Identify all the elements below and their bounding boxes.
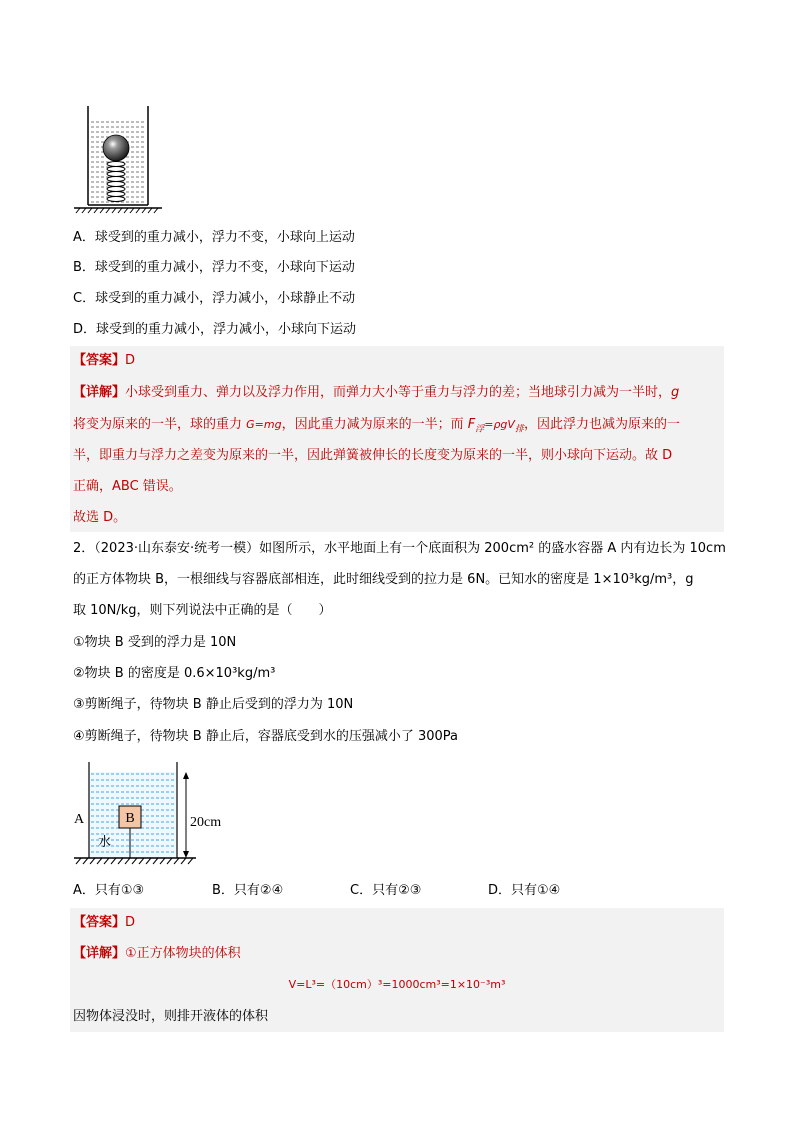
q1-option-a: A．球受到的重力减小，浮力不变，小球向上运动	[73, 230, 355, 245]
answer-tag: 【答案】	[73, 915, 126, 930]
q1-explain-line-2	[73, 415, 680, 440]
q1-option-b: B．球受到的重力减小，浮力不变，小球向下运动	[73, 260, 355, 275]
explain-text: ①正方体物块的体积	[125, 946, 241, 961]
q2-stem-line-1: 2．（2023·山东泰安·统考一模）如图所示，水平地面上有一个底面积为 200cm² 的盛水容器 A 内有边长为 10cm	[73, 541, 726, 556]
label-water: 水	[98, 835, 112, 850]
q1-explain-line-3: 半，即重力与浮力之差变为原来的一半，因此弹簧被伸长的长度变为原来的一半，则小球向下运动。故 D	[73, 448, 673, 463]
q2-statement-2: ②物块 B 的密度是 0.6×10³kg/m³	[73, 666, 276, 681]
q2-statement-3: ③剪断绳子，待物块 B 静止后受到的浮力为 10N	[73, 697, 354, 712]
q2-option-d: D．只有①④	[488, 883, 561, 898]
q2-option-c: C．只有②③	[350, 883, 422, 898]
explain-text: 小球受到重力、弹力以及浮力作用，而弹力大小等于重力与浮力的差；当地球引力减为一半时，	[125, 385, 672, 400]
q2-volume-formula: V=L³=（10cm）³=1000cm³=1×10⁻³m³	[288, 978, 506, 991]
q2-stem-line-2: 的正方体物块 B，一根细线与容器底部相连，此时细线受到的拉力是 6N。已知水的密度是 1×10³kg/m³，g	[73, 572, 694, 587]
q2-explain-line-3: 因物体浸没时，则排开液体的体积	[73, 1009, 269, 1024]
symbol-g: g	[671, 385, 680, 400]
explain-tag: 【详解】	[73, 385, 126, 400]
q2-answer	[73, 913, 135, 933]
formula-gravity: G=mg	[246, 418, 282, 431]
q2-statement-4: ④剪断绳子，待物块 B 静止后，容器底受到水的压强减小了 300Pa	[73, 729, 459, 744]
label-height: 20cm	[190, 815, 222, 830]
explain-text: ，因此浮力也减为原来的一	[523, 417, 680, 432]
q2-statement-1: ①物块 B 受到的浮力是 10N	[73, 635, 237, 650]
answer-value: D	[125, 915, 136, 930]
q1-option-c: C．球受到的重力减小，浮力减小，小球静止不动	[73, 291, 356, 306]
q1-option-d: D．球受到的重力减小，浮力减小，小球向下运动	[73, 322, 357, 337]
label-a: A	[74, 812, 85, 827]
container-block-figure	[70, 760, 230, 870]
explain-text: 将变为原来的一半，球的重力	[73, 417, 247, 432]
answer-value: D	[125, 353, 136, 368]
formula-v-sub: 排	[514, 424, 524, 435]
q1-answer	[73, 351, 135, 371]
q1-explain-line-4: 正确，ABC 错误。	[73, 479, 182, 494]
q2-explain-line-1	[73, 944, 241, 964]
q2-option-a: A．只有①③	[73, 883, 145, 898]
q1-conclusion: 故选 D。	[73, 510, 127, 525]
formula-rhogv: =ρgV	[484, 418, 515, 431]
explain-tag: 【详解】	[73, 946, 126, 961]
explain-text: ，因此重力减为原来的一半；而	[281, 417, 468, 432]
spring-ball-figure	[70, 100, 170, 215]
answer-tag: 【答案】	[73, 353, 126, 368]
q2-stem-line-3: 取 10N/kg，则下列说法中正确的是（ ）	[73, 603, 332, 618]
q2-option-b: B．只有②④	[212, 883, 284, 898]
formula-f: F	[467, 417, 476, 432]
formula-f-sub: 浮	[475, 424, 485, 435]
label-b: B	[125, 811, 135, 826]
q1-explain-line-1	[73, 383, 679, 403]
